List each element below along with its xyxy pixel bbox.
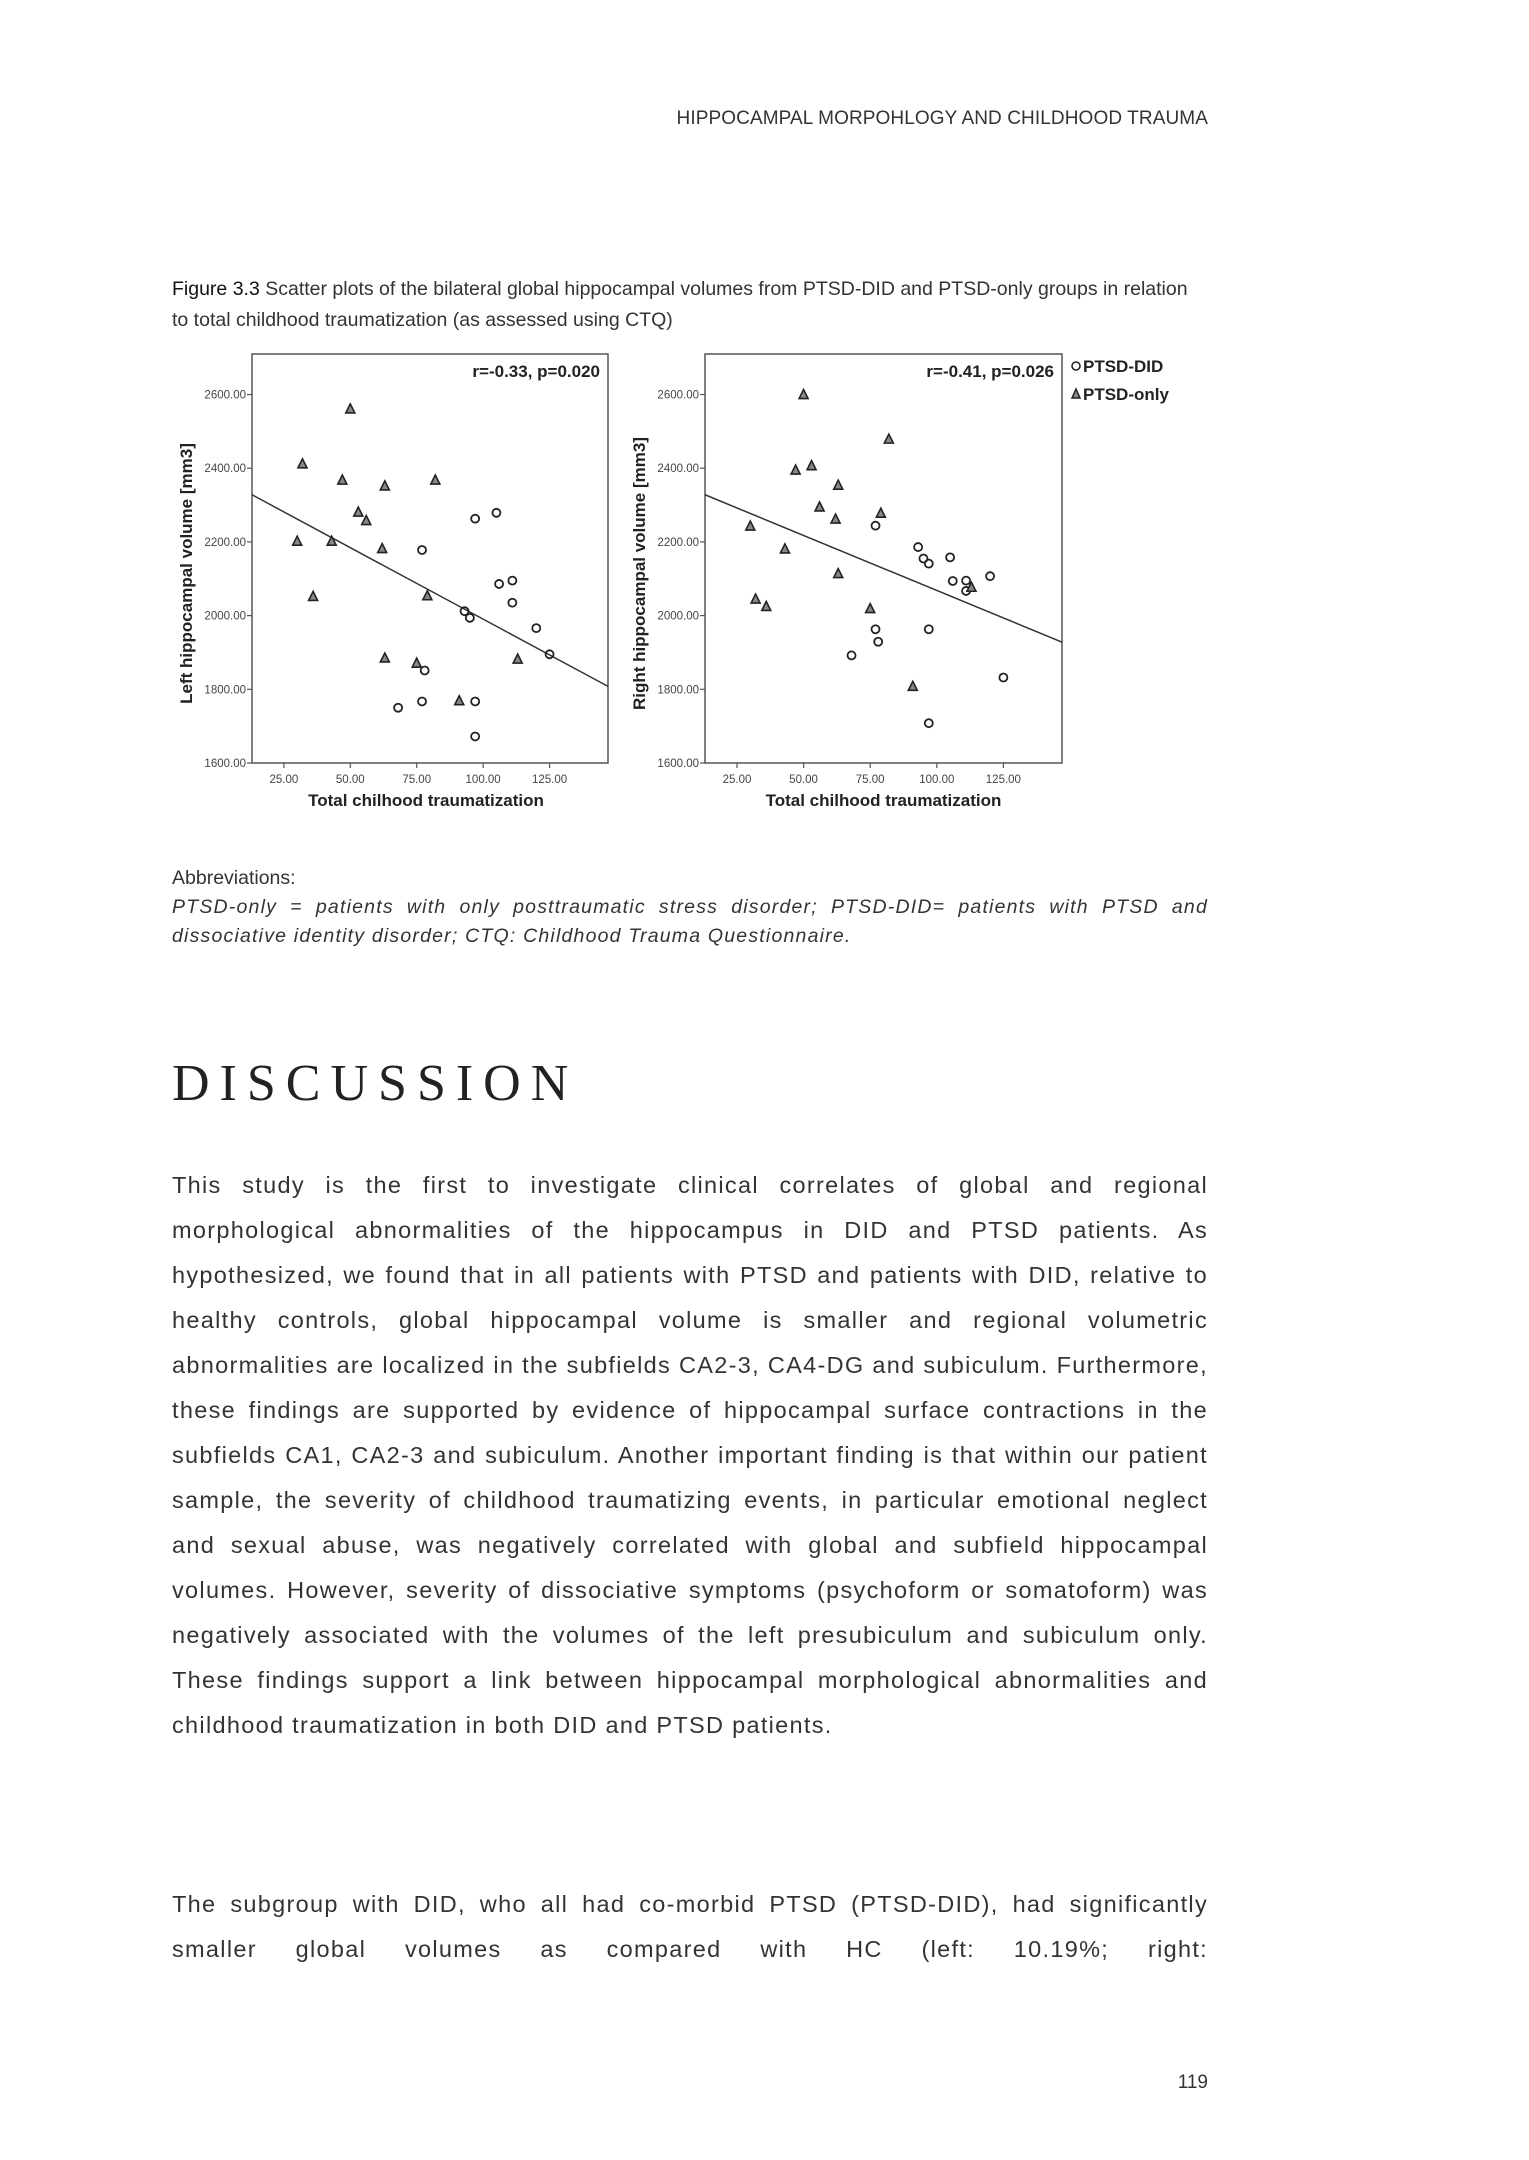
page-number: 119	[1177, 2072, 1208, 2093]
x-tick-label: 75.00	[855, 774, 885, 786]
scatter-plot-left	[177, 354, 608, 810]
x-tick-label: 50.00	[335, 774, 365, 786]
abbreviations-heading: Abbreviations:	[172, 867, 296, 889]
y-tick-label: 2200.00	[657, 536, 699, 549]
discussion-paragraph-2: The subgroup with DID, who all had co-morbid PTSD (PTSD-DID), had significantly smaller global volumes as compared with HC (left: 10.19%; right:	[172, 1891, 1208, 1962]
x-tick-label: 25.00	[269, 774, 299, 786]
figure-caption-text: Scatter plots of the bilateral global hippocampal volumes from PTSD-DID and PTSD-only groups in relation to total childhood traumatization (as assessed using CTQ)	[172, 278, 1188, 331]
scatter-plots-svg	[160, 350, 1240, 830]
plot-frame	[252, 354, 608, 763]
abbreviations-text: PTSD-only = patients with only posttraumatic stress disorder; PTSD-DID= patients with PTSD and dissociative identity disorder; CTQ: Childhood Trauma Questionnaire.	[172, 896, 1208, 947]
x-tick-label: 25.00	[722, 774, 752, 786]
x-tick-label: 100.00	[465, 774, 501, 786]
discussion-paragraph-1: This study is the first to investigate clinical correlates of global and regional morphological abnormalities of the hippocampus in DID and PTSD patients. As hypothesized, we found that in all patients with PTSD and patients with DID, relative to healthy controls, global hippocampal volume is smaller and regional volumetric abnormalities are localized in the subfields CA2-3, CA4-DG and subiculum. Furthermore, these findings are supported by evidence of hippocampal surface contractions in the subfields CA1, CA2-3 and subiculum. Another important finding is that within our patient sample, the severity of childhood traumatizing events, in particular emotional neglect and sexual abuse, was negatively correlated with global and subfield hippocampal volumes. However, severity of dissociative symptoms (psychoform or somatoform) was negatively associated with the volumes of the left presubiculum and subiculum only. These findings support a link between hippocampal morphological abnormalities and childhood traumatization in both DID and PTSD patients.	[172, 1172, 1208, 1738]
y-tick-label: 2000.00	[657, 610, 699, 623]
y-tick-label: 1800.00	[204, 684, 246, 697]
section-title-discussion: DISCUSSION	[172, 1055, 579, 1112]
legend-triangle-icon	[1072, 389, 1080, 398]
y-axis-title: Right hippocampal volume [mm3]	[630, 437, 649, 710]
y-axis-title: Left hippocampal volume [mm3]	[177, 443, 196, 704]
legend-label: PTSD-DID	[1083, 357, 1164, 376]
figure-scatter-plots	[160, 350, 1240, 830]
x-tick-label: 50.00	[789, 774, 818, 786]
y-tick-label: 2400.00	[657, 463, 699, 476]
y-tick-label: 2600.00	[204, 389, 246, 402]
running-head: HIPPOCAMPAL MORPOHLOGY AND CHILDHOOD TRAUMA	[676, 108, 1208, 129]
legend-circle-icon	[1072, 362, 1080, 370]
x-tick-label: 100.00	[919, 774, 955, 786]
figure-label: Figure 3.3	[172, 278, 260, 300]
scatter-plot-right	[630, 354, 1062, 810]
y-tick-label: 1600.00	[657, 758, 699, 770]
x-tick-label: 125.00	[985, 774, 1021, 786]
figure-caption	[172, 274, 1208, 336]
y-tick-label: 2200.00	[204, 536, 246, 549]
y-tick-label: 2400.00	[204, 463, 246, 476]
x-axis-title: Total chilhood traumatization	[765, 791, 1002, 810]
y-tick-label: 1600.00	[204, 758, 246, 770]
x-axis-title: Total chilhood traumatization	[308, 791, 544, 810]
y-tick-label: 1800.00	[657, 684, 699, 697]
y-tick-label: 2000.00	[204, 610, 246, 623]
x-tick-label: 125.00	[531, 774, 568, 786]
plot-frame	[705, 354, 1062, 763]
correlation-annotation: r=-0.41, p=0.026	[926, 362, 1054, 381]
x-tick-label: 75.00	[402, 774, 432, 786]
chart-legend	[1072, 357, 1169, 404]
abbreviations	[172, 864, 1208, 951]
correlation-annotation: r=-0.33, p=0.020	[472, 362, 600, 381]
y-tick-label: 2600.00	[657, 389, 699, 402]
legend-label: PTSD-only	[1083, 385, 1169, 404]
